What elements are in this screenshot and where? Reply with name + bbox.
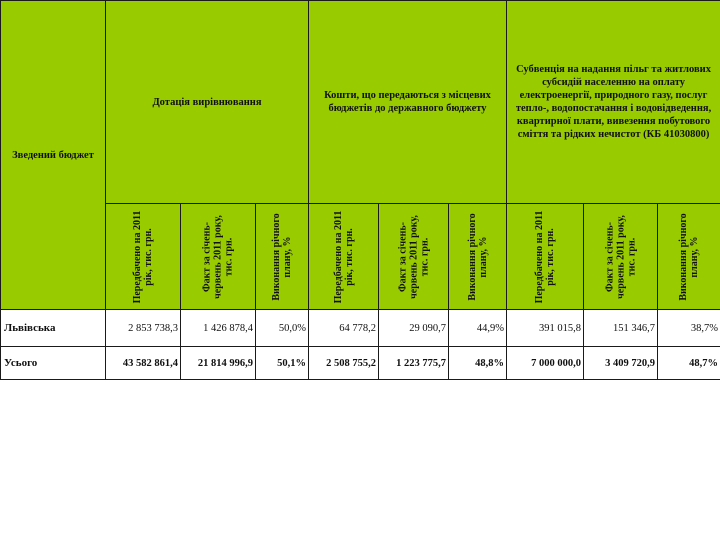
cell-value: 2 508 755,2 [309, 347, 379, 380]
cell-value: 2 853 738,3 [106, 310, 181, 347]
subheader-fact: Факт за січень-червень 2011 року, тис. грн. [584, 204, 658, 310]
subheader-fact: Факт за січень-червень 2011 року, тис. грн. [379, 204, 449, 310]
row-label: Усього [1, 347, 106, 380]
cell-value: 38,7% [658, 310, 720, 347]
cell-value: 48,7% [658, 347, 720, 380]
subheader-planned: Передбачено на 2011 рік, тис. грн. [507, 204, 584, 310]
subheader-percent: Виконання річного плану, % [256, 204, 309, 310]
cell-value: 44,9% [449, 310, 507, 347]
cell-value: 21 814 996,9 [181, 347, 256, 380]
cell-value: 1 223 775,7 [379, 347, 449, 380]
subheader-planned: Передбачено на 2011 рік, тис. грн. [106, 204, 181, 310]
subheader-percent: Виконання річного плану, % [658, 204, 720, 310]
cell-value: 50,0% [256, 310, 309, 347]
cell-value: 64 778,2 [309, 310, 379, 347]
row-label: Львівська [1, 310, 106, 347]
group-header-transfers: Кошти, що передаються з місцевих бюджетів до державного бюджету [309, 1, 507, 204]
group-header-subvention: Субвенція на надання пільг та житлових субсидій населенню на оплату електроенергії, природного газу, послуг тепло-, водопостачання і водовідведення, квартирної плати, вивезення побутового сміття та рідких нечистот (КБ 41030800) [507, 1, 720, 204]
subheader-planned: Передбачено на 2011 рік, тис. грн. [309, 204, 379, 310]
subheader-percent: Виконання річного плану, % [449, 204, 507, 310]
subheader-fact: Факт за січень-червень 2011 року, тис. грн. [181, 204, 256, 310]
table-row [1, 310, 720, 347]
cell-value: 50,1% [256, 347, 309, 380]
cell-value: 48,8% [449, 347, 507, 380]
corner-label: Зведений бюджет [12, 149, 94, 161]
cell-value: 1 426 878,4 [181, 310, 256, 347]
cell-value: 29 090,7 [379, 310, 449, 347]
cell-value: 43 582 861,4 [106, 347, 181, 380]
table-row-total [1, 347, 720, 380]
cell-value: 151 346,7 [584, 310, 658, 347]
cell-value: 3 409 720,9 [584, 347, 658, 380]
cell-value: 391 015,8 [507, 310, 584, 347]
cell-value: 7 000 000,0 [507, 347, 584, 380]
corner-header [1, 1, 106, 310]
group-header-equalization: Дотація вирівнювання [106, 1, 309, 204]
